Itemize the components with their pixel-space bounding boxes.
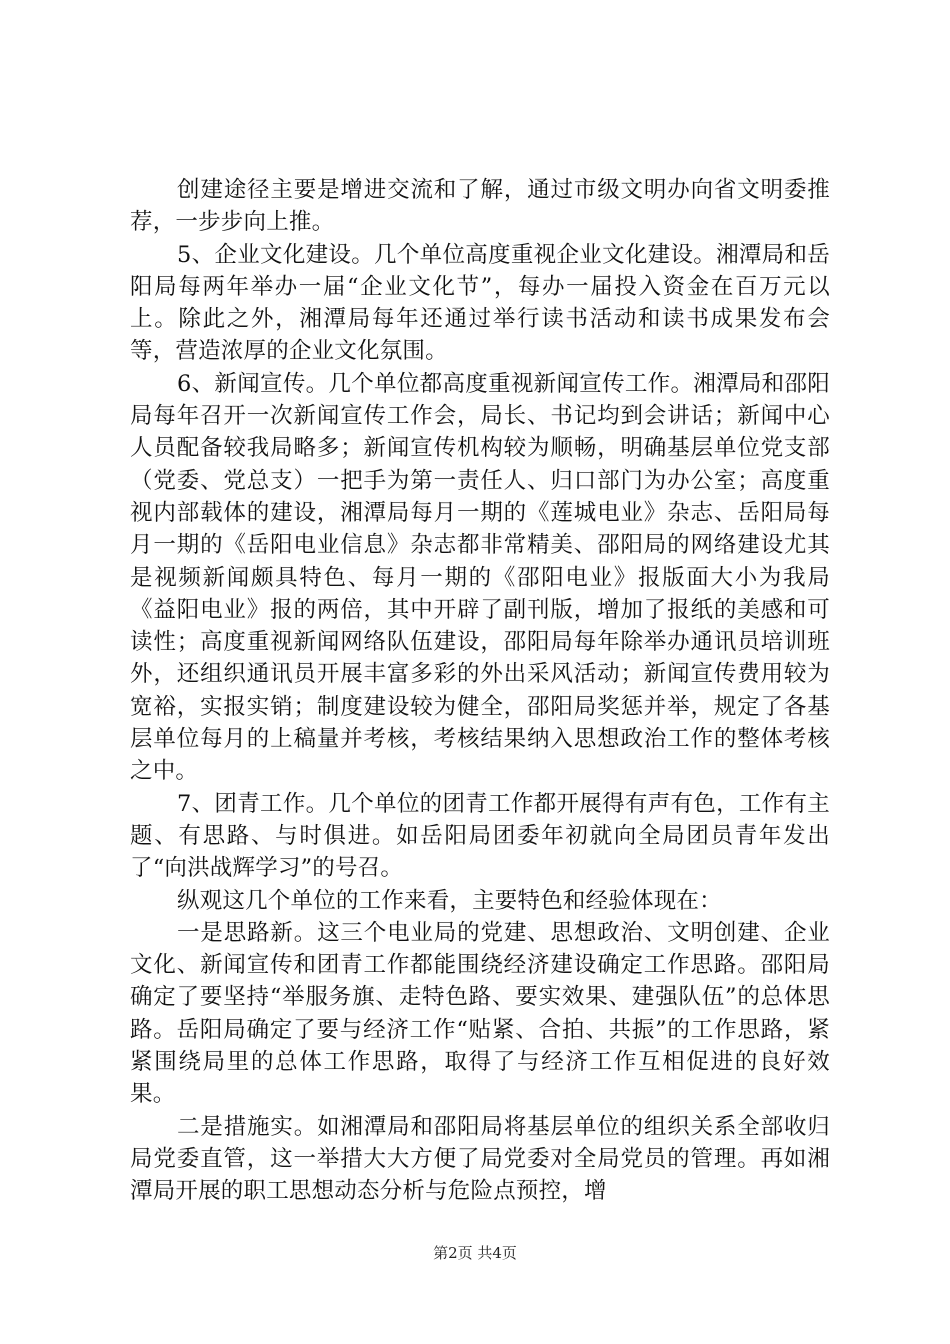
paragraph-corporate-culture: 5、企业文化建设。几个单位高度重视企业文化建设。湘潭局和岳阳局每两年举办一届“企业文化节”，每办一届投入资金在百万元以上。除此之外，湘潭局每年还通过举行读书活动和读书成果发布会等，营造浓厚的企业文化氛围。 [130,241,830,365]
paragraph-youth-league: 7、团青工作。几个单位的团青工作都开展得有声有色，工作有主题、有思路、与时俱进。如岳阳局团委年初就向全局团员青年发出了“向洪战辉学习”的号召。 [130,790,830,882]
paragraph-overview: 纵观这几个单位的工作来看，主要特色和经验体现在： [177,887,722,914]
paragraph-new-thinking: 一是思路新。这三个电业局的党建、思想政治、文明创建、企业文化、新闻宣传和团青工作都能围绕经济建设确定工作思路。邵阳局确定了要坚持“举服务旗、走特色路、要实效果、建强队伍”的总体思路。岳阳局确定了要与经济工作“贴紧、合拍、共振”的工作思路，紧紧围绕局里的总体工作思路，取得了与经济工作互相促进的良好效果。 [130,919,830,1108]
paragraph-news-publicity: 6、新闻宣传。几个单位都高度重视新闻宣传工作。湘潭局和邵阳局每年召开一次新闻宣传工作会，局长、书记均到会讲话；新闻中心人员配备较我局略多；新闻宣传机构较为顺畅，明确基层单位党支部（党委、党总支）一把手为第一责任人、归口部门为办公室；高度重视内部载体的建设，湘潭局每月一期的《莲城电业》杂志、岳阳局每月一期的《岳阳电业信息》杂志都非常精美、邵阳局的网络建设尤其是视频新闻颇具特色、每月一期的《邵阳电业》报版面大小为我局《益阳电业》报的两倍，其中开辟了副刊版，增加了报纸的美感和可读性；高度重视新闻网络队伍建设，邵阳局每年除举办通讯员培训班外，还组织通讯员开展丰富多彩的外出采风活动；新闻宣传费用较为宽裕，实报实销；制度建设较为健全，邵阳局奖惩并举，规定了各基层单位每月的上稿量并考核，考核结果纳入思想政治工作的整体考核之中。 [130,370,830,785]
document-body [130,174,830,1208]
page-number-footer: 第2页 共4页 [433,1244,517,1262]
paragraph-creation-approach: 创建途径主要是增进交流和了解，通过市级文明办向省文明委推荐，一步步向上推。 [130,177,830,236]
paragraph-solid-measures: 二是措施实。如湘潭局和邵阳局将基层单位的组织关系全部收归局党委直管，这一举措大大方便了局党委对全局党员的管理。再如湘潭局开展的职工思想动态分析与危险点预控，增 [130,1113,830,1205]
